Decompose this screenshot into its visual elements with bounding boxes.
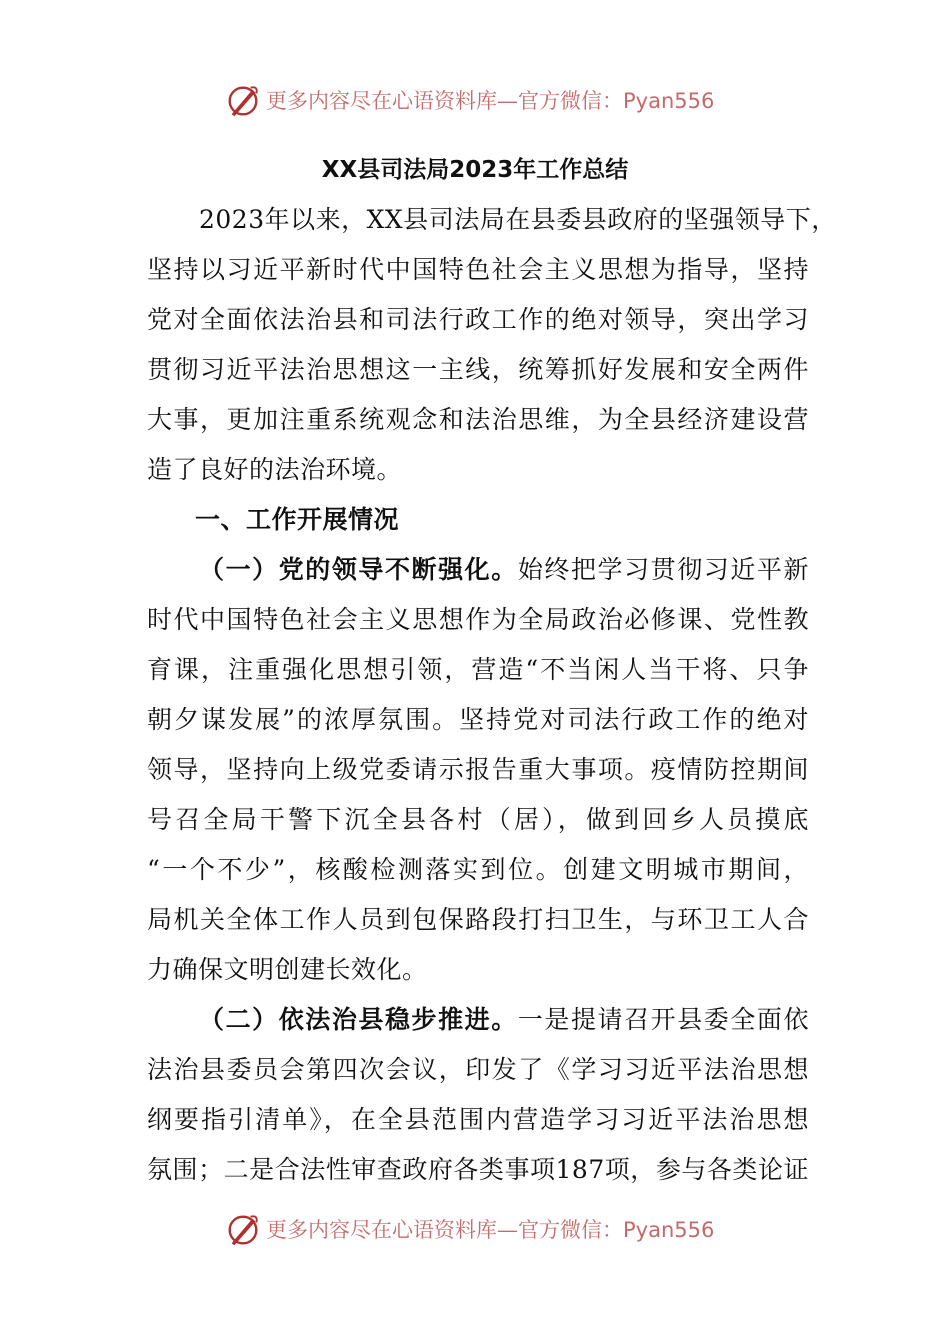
intro-line: 2023年以来，XX县司法局在县委县政府的坚强领导下，	[199, 205, 837, 234]
quill-logo-icon	[224, 82, 262, 120]
para1-line: 号召全局干警下沉全县各村（居），做到回乡人员摸底	[147, 805, 809, 834]
para2-lead: （二）依法治县稳步推进。	[199, 1005, 518, 1034]
footer-banner	[0, 1209, 950, 1253]
intro-line: 造了良好的法治环境。	[147, 455, 403, 484]
intro-line: 贯彻习近平法治思想这一主线，统筹抓好发展和安全两件	[147, 355, 809, 384]
para1-line: 力确保文明创建长效化。	[147, 955, 428, 984]
para1-line: “一个不少”，核酸检测落实到位。创建文明城市期间，	[147, 855, 809, 884]
para1-first-rest: 始终把学习贯彻习近平新	[517, 555, 809, 584]
para2-line: 法治县委员会第四次会议，印发了《学习习近平法治思想	[147, 1055, 809, 1084]
para1-line: 时代中国特色社会主义思想作为全局政治必修课、党性教	[147, 605, 809, 634]
para1-line: 朝夕谋发展”的浓厚氛围。坚持党对司法行政工作的绝对	[147, 705, 809, 734]
para1-line: 局机关全体工作人员到包保路段打扫卫生，与环卫工人合	[147, 905, 809, 934]
intro-line: 党对全面依法治县和司法行政工作的绝对领导，突出学习	[147, 305, 809, 334]
header-banner-account: Pyan556	[623, 89, 715, 113]
document-title: XX县司法局2023年工作总结	[321, 157, 629, 183]
para2-first-line	[147, 995, 809, 1045]
footer-banner-account: Pyan556	[623, 1218, 715, 1242]
para2-first-rest: 一是提请召开县委全面依	[517, 1005, 809, 1034]
para1-first-line	[147, 545, 809, 595]
header-banner	[0, 80, 950, 124]
header-banner-text: 更多内容尽在心语资料库—官方微信：Pyan556	[266, 89, 715, 113]
para2-line: 氛围；二是合法性审查政府各类事项187项，参与各类论证	[147, 1155, 809, 1184]
quill-logo-icon	[224, 1211, 262, 1249]
intro-line: 大事，更加注重系统观念和法治思维，为全县经济建设营	[147, 405, 809, 434]
para1-line: 育课，注重强化思想引领，营造“不当闲人当干将、只争	[147, 655, 809, 684]
para1-lead: （一）党的领导不断强化。	[199, 555, 518, 584]
para2-line: 纲要指引清单》，在全县范围内营造学习习近平法治思想	[147, 1105, 809, 1134]
intro-line: 坚持以习近平新时代中国特色社会主义思想为指导，坚持	[147, 255, 809, 284]
para1-line: 领导，坚持向上级党委请示报告重大事项。疫情防控期间	[147, 755, 809, 784]
document-body	[147, 195, 837, 1195]
footer-banner-text: 更多内容尽在心语资料库—官方微信：Pyan556	[266, 1218, 715, 1242]
section-heading: 一、工作开展情况	[195, 505, 400, 534]
